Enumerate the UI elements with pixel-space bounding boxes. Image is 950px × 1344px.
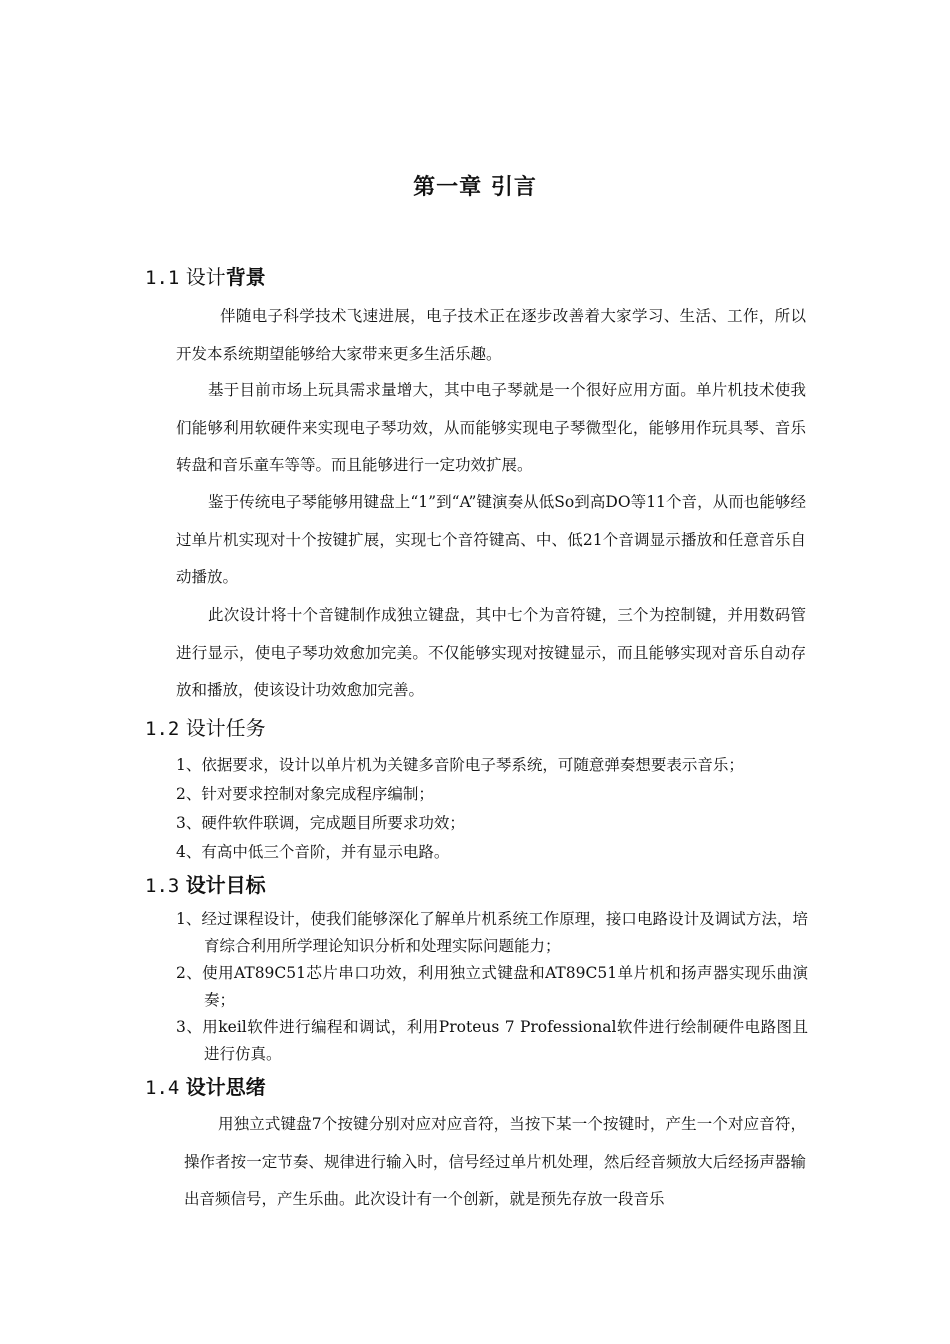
section-heading-1-1: [145, 263, 266, 292]
section-number: 1.1: [145, 267, 180, 289]
section-number: 1.3: [145, 875, 180, 897]
section-number: 1.4: [145, 1077, 180, 1099]
paragraph: 伴随电子科学技术飞速进展，电子技术正在逐步改善着大家学习、生活、工作，所以开发本系统期望能够给大家带来更多生活乐趣。: [176, 307, 806, 363]
section-title-plain: 设计任务: [185, 716, 266, 740]
section-heading-1-4: [145, 1073, 266, 1102]
list-item: 3、用keil软件进行编程和调试，利用Proteus 7 Professional软件进行绘制硬件电路图且进行仿真。: [176, 1018, 808, 1063]
paragraph: 基于目前市场上玩具需求量增大，其中电子琴就是一个很好应用方面。单片机技术使我们能够利用软硬件来实现电子琴功效，从而能够实现电子琴微型化，能够用作玩具琴、音乐转盘和音乐童车等等。而且能够进行一定功效扩展。: [176, 381, 806, 474]
paragraph: 鉴于传统电子琴能够用键盘上“1”到“A”键演奏从低So到高DO等11个音，从而也能够经过单片机实现对十个按键扩展，实现七个音符键高、中、低21个音调显示播放和任意音乐自动播放。: [176, 493, 806, 586]
task-list: [176, 751, 808, 867]
paragraph: 此次设计将十个音键制作成独立键盘，其中七个为音符键，三个为控制键，并用数码管进行显示，使电子琴功效愈加完美。不仅能够实现对按键显示，而且能够实现对音乐自动存放和播放，使该设计功效愈加完善。: [176, 606, 806, 699]
chapter-title: 第一章 引言: [413, 174, 537, 200]
list-item: 3、硬件软件联调，完成题目所要求功效；: [176, 814, 465, 832]
list-item: 1、经过课程设计，使我们能够深化了解单片机系统工作原理，接口电路设计及调试方法，培育综合利用所学理论知识分析和处理实际问题能力；: [176, 910, 808, 955]
list-item: 1、依据要求，设计以单片机为关键多音阶电子琴系统，可随意弹奏想要表示音乐；: [176, 756, 744, 774]
list-item: 4、有高中低三个音阶，并有显示电路。: [176, 843, 450, 861]
list-item: 2、使用AT89C51芯片串口功效，利用独立式键盘和AT89C51单片机和扬声器实现乐曲演奏；: [176, 964, 808, 1009]
paragraph: 用独立式键盘7个按键分别对应对应音符，当按下某一个按键时，产生一个对应音符，操作者按一定节奏、规律进行输入时，信号经过单片机处理，然后经音频放大后经扬声器输出音频信号，产生乐曲。此次设计有一个创新，就是预先存放一段音乐: [184, 1115, 806, 1208]
section-heading-1-2: [145, 714, 266, 743]
section-title-bold: 设计思绪: [185, 1075, 266, 1099]
section-title-bold: 设计目标: [185, 873, 266, 897]
list-item: 2、针对要求控制对象完成程序编制；: [176, 785, 434, 803]
section-number: 1.2: [145, 718, 180, 740]
goal-list: [176, 906, 808, 1068]
section-title-bold: 背景: [225, 265, 266, 289]
section-title-plain: 设计: [185, 265, 226, 289]
section-heading-1-3: [145, 871, 266, 900]
